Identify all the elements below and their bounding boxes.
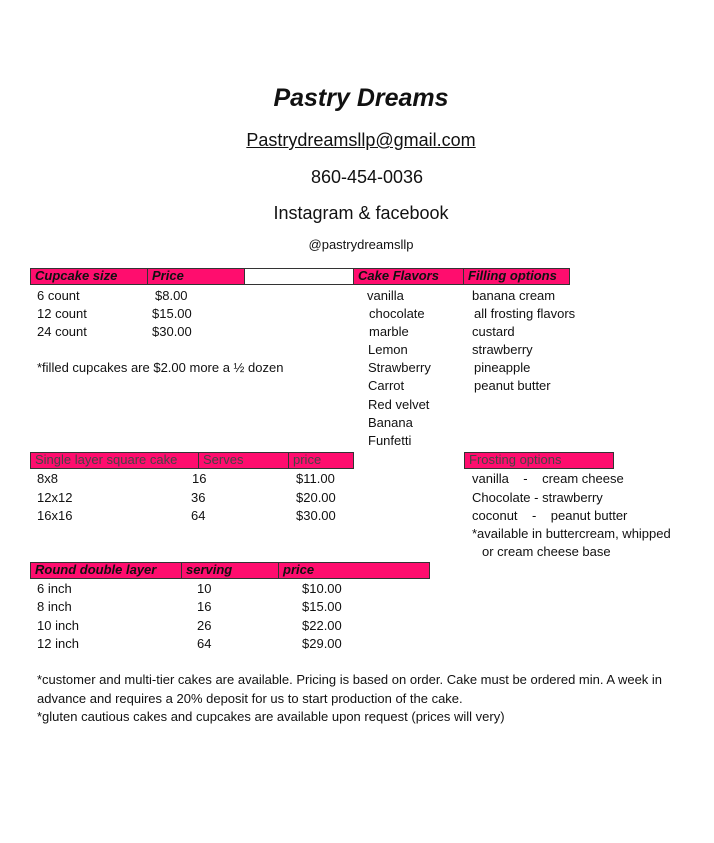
round-serving-cell: 10 [197,581,212,596]
square-size-cell: 8x8 [37,471,58,486]
email-text[interactable]: Pastrydreamsllp@gmail.com [246,130,476,150]
square-size-cell: 16x16 [37,508,73,523]
list-item: pineapple [474,360,531,375]
cupcake-size-cell: 6 count [37,288,80,303]
cupcake-size-header: Cupcake size [31,268,148,285]
social-label: Instagram & facebook [273,203,449,223]
list-item: vanilla [367,288,404,303]
list-item: Carrot [368,378,405,393]
square-cake-serves-header: Serves [199,452,289,469]
cupcake-size-cell: 24 count [37,324,87,339]
list-item: vanilla - cream cheese [472,471,624,486]
cupcake-filled-note: *filled cupcakes are $2.00 more a ½ dozen [37,360,284,375]
list-item: Strawberry [368,360,431,375]
cupcake-price-cell: $8.00 [155,288,188,303]
list-item: or cream cheese base [482,544,611,559]
round-serving-cell: 16 [197,599,212,614]
list-item: strawberry [472,342,533,357]
cake-flavors-header: Cake Flavors [354,268,464,285]
list-item: Lemon [368,342,408,357]
list-item: *available in buttercream, whipped [472,526,671,541]
square-price-cell: $30.00 [296,508,336,523]
cupcake-size-cell: 12 count [37,306,87,321]
square-price-cell: $11.00 [296,471,335,486]
list-item: all frosting flavors [474,306,576,321]
list-item: chocolate [369,306,425,321]
list-item: custard [472,324,515,339]
round-price-cell: $10.00 [302,581,342,596]
custom-cakes-note: *customer and multi-tier cakes are available. Pricing is based on order. Cake must be ordered min. A week in advance and requires a 20% deposit for us to start production of the cake. [37,672,663,706]
cupcake-price-cell: $30.00 [152,324,192,339]
round-cake-serving-header: serving [182,562,279,579]
round-cake-size-header: Round double layer [31,562,182,579]
round-size-cell: 12 inch [37,636,79,651]
round-price-cell: $22.00 [302,618,342,633]
filling-options-header: Filling options [468,268,557,283]
list-item: Funfetti [368,433,412,448]
cupcake-price-header: Price [148,268,245,285]
cupcake-price-cell: $15.00 [152,306,192,321]
list-item: Red velvet [368,397,430,412]
business-title: Pastry Dreams [273,84,449,112]
list-item: Chocolate - strawberry [472,490,603,505]
list-item: coconut - peanut butter [472,508,628,523]
list-item: peanut butter [474,378,551,393]
round-cake-price-header: price [283,562,315,577]
table-row [37,305,87,323]
list-item: banana cream [472,288,556,303]
square-serves-cell: 16 [192,471,207,486]
phone-number: 860-454-0036 [310,167,424,187]
round-size-cell: 8 inch [37,599,72,614]
round-size-cell: 6 inch [37,581,72,596]
frosting-options-header: Frosting options [469,452,562,467]
square-size-cell: 12x12 [37,490,73,505]
table-row [37,323,87,341]
round-price-cell: $15.00 [302,599,342,614]
square-price-cell: $20.00 [296,490,336,505]
round-price-cell: $29.00 [302,636,342,651]
gluten-note: *gluten cautious cakes and cupcakes are available upon request (prices will very) [37,709,505,724]
list-item: Banana [368,415,413,430]
social-handle: @pastrydreamsllp [308,237,414,252]
square-serves-cell: 64 [191,508,206,523]
square-cake-size-header: Single layer square cake [31,452,199,469]
round-serving-cell: 26 [197,618,212,633]
email-link[interactable] [0,130,714,151]
table-row [37,287,80,305]
square-cake-price-header: price [293,452,322,467]
square-serves-cell: 36 [191,490,206,505]
round-size-cell: 10 inch [37,618,79,633]
list-item: marble [369,324,409,339]
round-serving-cell: 64 [197,636,212,651]
header-blank-cell [245,269,354,284]
